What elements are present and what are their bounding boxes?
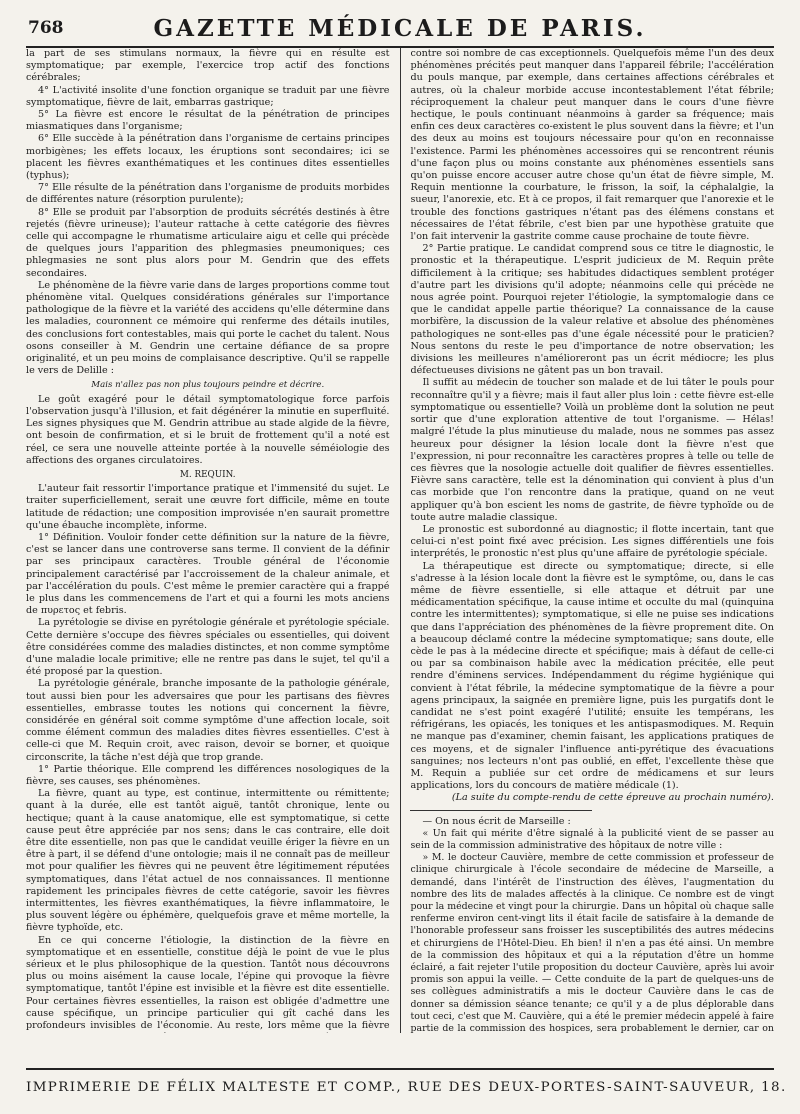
footer-rule: [26, 1068, 774, 1070]
paragraph: Le phénomène de la fièvre varie dans de larges proportions comme tout phénomène vital. Quelques considérations générales sur l'importance pathologique de la fièvre et la variété des accidens qu'elle détermine dans les maladies, couronnent ce mémoire qui renferme des détails inutiles, des conclusions fort contestables, mais qui porte le cachet du talent. Nous osons conseiller à M. Gendrin une certaine défiance de sa propre originalité, et un peu moins de complaisance descriptive. Qu'il se rappelle le vers de Delille :: [26, 279, 390, 377]
paragraph: la part de ses stimulans normaux, la fièvre qui en résulte est symptomatique; par exemple, l'exercice trop actif des fonctions cérébrales;: [26, 48, 390, 84]
section-rule: [410, 810, 592, 811]
paragraph: — On nous écrit de Marseille :: [422, 815, 571, 827]
column-divider: [400, 48, 401, 1033]
verse-quote: Mais n'allez pas non plus toujours peindre et décrire.: [91, 380, 325, 391]
paragraph: La thérapeutique est directe ou symptomatique; directe, si elle s'adresse à la lésion locale dont la fièvre est le symptôme, ou, dans le cas même de fièvre essentielle, si elle attaque et détruit par une médicamentation spécifique, la cause intime et occulte du mal (quinquina contre les intermittentes); symptomatique, si elle ne puise ses indications que dans l'appréciation des phénomènes de la fièvre proprement dite. On a beaucoup déclamé contre la médecine symptomatique; sans doute, elle cède le pas à la médecine directe et spécifique; mais à défaut de celle-ci ou par sa combinaison habile avec la médication précitée, elle peut rendre d'éminens services. Indépendamment du régime hygiénique qui convient à l'état fébrile, la médecine symptomatique de la fièvre a pour agens principaux, la saignée en première ligne, puis les purgatifs dont le candidat ne s'est point exagéré l'utilité; ensuite les tempérans, les réfrigérans, les opiacés, les toniques et les antispasmodiques. M. Requin ne manque pas d'examiner, chemin faisant, les applications pratiques de ces moyens, et de signaler l'influence anti-pyrétique des évacuations sanguines; nos lecteurs n'ont pas oublié, en effet, l'excellente thèse que M. Requin a publiée sur cet ordre de médicamens et sur leurs applications, lors du concours de matière médicale (1).: [410, 560, 774, 792]
paragraph: Il suffit au médecin de toucher son malade et de lui tâter le pouls pour reconnaître qu'il y a fièvre; mais il faut aller plus loin : cette fièvre est-elle symptomatique ou essentielle? Voilà un problème dont la solution ne peut sortir que d'une exploration attentive de tout l'organisme. — Hélas! malgré l'étude la plus minutieuse du malade, nous ne sommes pas assez heureux pour désigner la lésion locale dont la fièvre n'est que l'expression, ni pour reconnaître les caractères propres à telle ou telle de ces fièvres que la nosologie actuelle doit qualifier de fièvres essentielles. Fièvre sans caractère, telle est la dénomination qui convient à plus d'un cas morbide que l'on rencontre dans la pratique, quand on ne veut appliquer qu'à bon escient les noms de gastrite, de fièvre typhoïde ou de toute autre maladie classique.: [410, 377, 774, 523]
paragraph: 4° L'activité insolite d'une fonction organique se traduit par une fièvre symptomatique, fièvre de lait, embarras gastrique;: [26, 84, 390, 108]
paragraph: La fièvre, quant au type, est continue, intermittente ou rémittente; quant à la durée, elle est tantôt aiguë, tantôt chronique, lente ou hectique; quant à la cause anatomique, elle est symptomatique, si cette cause peut être appréciée par nos sens; dans le cas contraire, elle doit être dite essentielle, non pas que le candidat veuille ériger la fièvre en un être à part, il se défend d'une ontologie; mais il ne connaît pas de meilleur mot pour qualifier les fièvres qui ne peuvent être légitimement réputées symptomatiques, dans l'état actuel de nos connaissances. Il mentionne rapidement les principales fièvres de cette catégorie, savoir les fièvres intermittentes, les fièvres exanthématiques, la fièvre inflammatoire, le plus souvent légère ou éphémère, quelquefois grave et même mortelle, la fièvre typhoïde, etc.: [26, 788, 390, 934]
footer: [26, 1068, 787, 1095]
left-column: [26, 48, 390, 1033]
paragraph: 1° Définition. Vouloir fonder cette définition sur la nature de la fièvre, c'est se lancer dans une controverse sans terme. Il convient de la définir par ses principaux caractères. Trouble général de l'économie principalement caractérisé par l'accroissement de la chaleur animale, et par l'accélération du pouls. C'est même le premier caractère qui a frappé le plus dans les commencemens de l'art et qui a fourni les mots anciens de πυρετος et febris.: [26, 531, 390, 617]
paragraph: 2° Partie pratique. Le candidat comprend sous ce titre le diagnostic, le pronostic et la thérapeutique. L'esprit judicieux de M. Requin prête difficilement à la critique; ses habitudes didactiques semblent protéger d'autre part les divisions qu'il adopte; néanmoins celle qui précède ne nous agrée point. Pourquoi rejeter l'étiologie, la symptomalogie dans ce que le candidat appelle partie théorique? La connaissance de la cause morbifère, la discussion de la valeur relative et absolue des phénomènes pathologiques ne sont-elles pas d'une égale nécessité pour le praticien? Nous sentons du reste le peu d'importance de notre observation; les divisions les meilleures n'amélioreront pas un écrit médiocre; les plus défectueuses divisions ne gâtent pas un bon travail.: [410, 243, 774, 377]
right-column: [410, 48, 774, 1033]
paragraph: Le pronostic est subordonné au diagnostic; il flotte incertain, tant que celui-ci n'est point fixé avec précision. Les signes différentiels une fois interprétés, le pronostic n'est plus qu'une affaire de pyrétologie spéciale.: [410, 523, 774, 560]
masthead: [26, 12, 774, 46]
paragraph: 1° Partie théorique. Elle comprend les différences nosologiques de la fièvre, ses causes, ses phénomènes.: [26, 763, 390, 787]
printer-imprint: IMPRIMERIE DE FÉLIX MALTESTE ET COMP., RUE DES DEUX-PORTES-SAINT-SAUVEUR, 18.: [26, 1080, 787, 1095]
paragraph: 6° Elle succède à la pénétration dans l'organisme de certains principes morbigènes; les effets locaux, les éruptions sont secondaires; ici se placent les fièvres exanthématiques et les continues dites essentielles (typhus);: [26, 133, 390, 182]
paragraph: La pyrétologie se divise en pyrétologie générale et pyrétologie spéciale. Cette dernière s'occupe des fièvres spéciales ou essentielles, qui doivent être considérées comme des maladies distinctes, et non comme symptôme d'une maladie locale primitive; elle ne rentre pas dans le sujet, tel qu'il a été proposé par la question.: [26, 617, 390, 678]
paragraph: L'auteur fait ressortir l'importance pratique et l'immensité du sujet. Le traiter superficiellement, serait une œuvre fort difficile, même en toute latitude de rédaction; une composition improvisée n'en saurait promettre qu'une ébauche incomplète, informe.: [26, 483, 390, 531]
paragraph: Le goût exagéré pour le détail symptomatologique force parfois l'observation jusqu'à l'illusion, et fait dégénérer la minutie en superfluité. Les signes physiques que M. Gendrin attribue au stade algide de la fièvre, ont besoin de confirmation, et si le bruit de frottement qu'il a noté est réel, ce sera une nouvelle atteinte portée à la nouvelle séméiologie des affections des organes circulatoires.: [26, 393, 390, 466]
paragraph: 8° Elle se produit par l'absorption de produits sécrétés destinés à être rejetés (fièvre urineuse); l'auteur rattache à cette catégorie des fièvres celle qui accompagne le rhumatisme articulaire aigu et celle qui précède de quelques jours l'apparition des phlegmasies pneumoniques; ces phlegmasies ne sont plus alors pour M. Gendrin que des effets secondaires.: [26, 206, 390, 279]
paragraph: » M. le docteur Cauvière, membre de cette commission et professeur de clinique chirurgicale à l'école secondaire de médecine de Marseille, a demandé, dans l'intérêt de l'instruction des élèves, l'augmentation du nombre des lits de malades affectés à la clinique. Ce nombre est de vingt pour la médecine et vingt pour la chirurgie. Dans un hôpital où chaque salle renferme environ cent-vingt lits il était facile de satisfaire à la demande de l'honorable professeur sans froisser les susceptibilités des autres médecins et chirurgiens de l'Hôtel-Dieu. Eh bien! il n'en a pas été ainsi. Un membre de la commission des hôpitaux et qui a la réputation d'être un homme éclairé, a fait rejeter l'utile proposition du docteur Cauvière, après lui avoir promis son appui la veille. — Cette conduite de la part de quelques-uns de ses collègues administratifs a mis le docteur Cauvière dans le cas de donner sa démission séance tenante; ce qu'il y a de plus déplorable dans tout ceci, c'est que M. Cauvière, qui a été le premier médecin appelé à faire partie de la commission des hospices, sera probablement le dernier, car on: [410, 852, 774, 1033]
continued-note: (La suite du compte-rendu de cette épreuve au prochain numéro).: [451, 792, 774, 804]
journal-title: GAZETTE MÉDICALE DE PARIS.: [153, 15, 647, 42]
paragraph: « Un fait qui mérite d'être signalé à la publicité vient de se passer au sein de la commission administrative des hôpitaux de notre ville :: [410, 827, 774, 851]
paragraph: 5° La fièvre est encore le résultat de la pénétration de principes miasmatiques dans l'organisme;: [26, 109, 390, 133]
paragraph: 7° Elle résulte de la pénétration dans l'organisme de produits morbides de différentes nature (résorption purulente);: [26, 182, 390, 206]
paragraph: La pyrétologie générale, branche imposante de la pathologie générale, tout aussi bien pour les adversaires que pour les partisans des fièvres essentielles, embrasse toutes les notions qui concernent la fièvre, considérée en général soit comme symptôme d'une affection locale, soit comme élément commun des maladies dites fièvres essentielles. C'est à celle-ci que M. Requin croit, avec raison, devoir se borner, et quoique circonscrite, la tâche n'est déjà que trop grande.: [26, 678, 390, 763]
paragraph: contre soi nombre de cas exceptionnels. Quelquefois même l'un des deux phénomènes précités peut manquer dans l'appareil fébrile; l'accélération du pouls manque, par exemple, dans certaines affections cérébrales et autres, où la chaleur morbide accuse incontestablement l'état fébrile; réciproquement la chaleur peut manquer dans le cours d'une fièvre hectique, le pouls continuant néanmoins à garder sa fréquence; mais enfin ces deux caractères co-existent le plus souvent dans la fièvre; et l'un des deux au moins est toujours nécessaire pour qu'on en reconnaisse l'existence. Parmi les phénomènes accessoires qui se rencontrent réunis d'une façon plus ou moins constante aux phénomènes essentiels sans qu'on puisse encore accuser autre chose qu'un état de fièvre simple, M. Requin mentionne la courbature, le frisson, la soif, la céphalalgie, la sueur, l'anorexie, etc. Et à ce propos, il fait remarquer que l'anorexie et le trouble des fonctions gastriques n'étant pas des élémens constans et nécessaires de l'état fébrile, c'est bien par une hypothèse gratuite que l'on fait intervenir la gastrite comme cause prochaine de toute fièvre.: [410, 48, 774, 243]
article-columns: [26, 48, 774, 1033]
section-author: M. REQUIN.: [179, 469, 236, 480]
paragraph: En ce qui concerne l'étiologie, la distinction de la fièvre en symptomatique et en essentielle, constitue déjà le point de vue le plus sérieux et le plus philosophique de la question. Tantôt nous découvrons plus ou moins aisément la cause locale, l'épine qui provoque la fièvre symptomatique, tantôt l'épine est invisible et la fièvre est dite essentielle. Pour certaines fièvres essentielles, la raison est obligée d'admettre une cause spécifique, un principe particulier qui gît caché dans les profondeurs invisibles de l'économie. Au reste, lors même que la fièvre: [26, 934, 390, 1032]
page-number: 768: [28, 18, 64, 38]
